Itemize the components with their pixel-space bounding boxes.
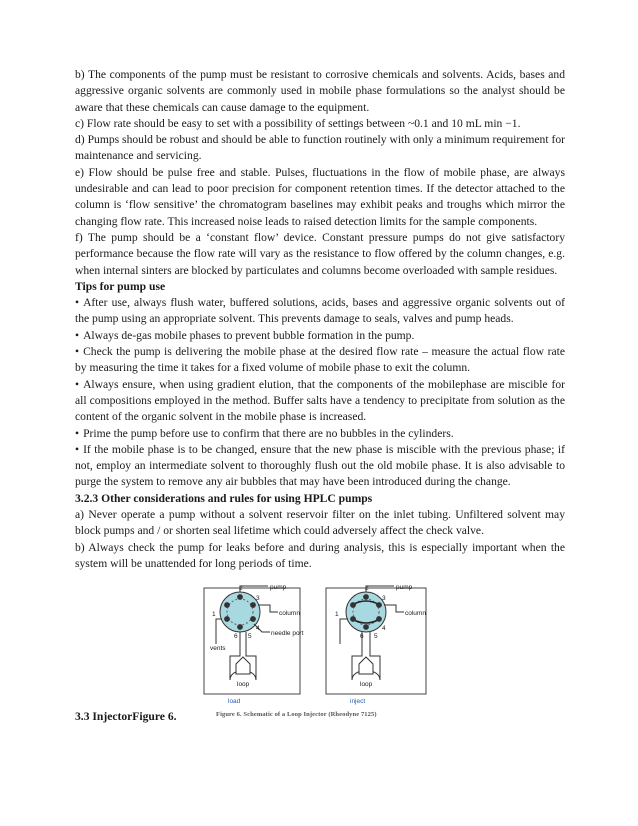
tip-item: • Check the pump is delivering the mobile phase at the desired flow rate – measure the actual flow rate by measuring the time it takes for a fixed volume of mobile phase to exit the column. [75,344,565,377]
section-item-a: a) Never operate a pump without a solvent reservoir filter on the inlet tubing. Unfiltered solvent may block pumps and / or shorten seal lifetime which could adversely affect the check valve. [75,508,565,538]
figure-caption: Figure 6. Schematic of a Loop Injector (Rheodyne 7125) [216,711,377,718]
port-label: 6 [234,633,238,640]
port-label: 3 [382,595,386,602]
tip-item: • Prime the pump before use to confirm that there are no bubbles in the cylinders. [75,426,565,442]
paragraph-c: c) Flow rate should be easy to set with a possibility of settings between ~0.1 and 10 mL min −1. [75,116,521,130]
injector-heading: 3.3 InjectorFigure 6. [75,710,177,723]
column-label: column [405,610,426,617]
port-label: 2 [365,585,369,592]
tips-heading: Tips for pump use [75,279,166,293]
paragraph-b: b) The components of the pump must be resistant to corrosive chemicals and solvents. Acids, bases and aggressive organic solvents are commonly used in mobile phase formulations so the analyst should be aware that these chemicals can cause damage to the equipment. [75,68,565,114]
tip-item: • If the mobile phase is to be changed, ensure that the new phase is miscible with the previous phase; if not, employ an intermediate solvent to thoroughly flush out the old mobile phase. It is also advisable to purge the system to remove any air bubbles that may have been introduced during the change. [75,442,565,491]
port-label: 2 [239,585,243,592]
loop-label: loop [360,681,373,688]
port-label: 3 [256,595,260,602]
port-label: 5 [374,633,378,640]
tip-item: • Always ensure, when using gradient elution, that the components of the mobilephase are miscible for all compositions employed in the method. Buffer salts have a tendency to precipitate from solution as the content of the organic solvent in the mobile phase is increased. [75,377,565,426]
section-heading: 3.2.3 Other considerations and rules for using HPLC pumps [75,491,373,505]
document-body [75,67,565,572]
port-label: 5 [248,633,252,640]
paragraph-e: e) Flow should be pulse free and stable. Pulses, fluctuations in the flow of mobile phase, are always undesirable and can lead to poor precision for component retention times. If the detector attached to the column is ‘flow sensitive’ the chromatogram baselines may exhibit peaks and troughs which mirror the changing flow rate. This increased noise leads to raised detection limits for the sample components. [75,165,565,228]
tip-item: • Always de-gas mobile phases to prevent bubble formation in the pump. [75,328,565,344]
pump-label: pump [270,584,287,591]
loop-injector-schematic [198,582,444,708]
load-label: load [228,698,241,705]
column-label: column [279,610,300,617]
port-label: 6 [360,633,364,640]
inject-panel [326,586,426,694]
loop-injector-figure [198,582,444,708]
port-label: 1 [212,611,216,618]
pump-label: pump [396,584,413,591]
paragraph-d: d) Pumps should be robust and should be able to function routinely with only a minimum requirement for maintenance and servicing. [75,133,565,163]
loop-label: loop [237,681,250,688]
port-label: 1 [335,611,339,618]
section-item-b: b) Always check the pump for leaks before and during analysis, this is especially important when the system will be unattended for long periods of time. [75,540,565,570]
port-label: 4 [256,625,260,632]
vents-label: vents [210,645,226,652]
port-label: 4 [382,625,386,632]
paragraph-f: f) The pump should be a ‘constant flow’ device. Constant pressure pumps do not give satisfactory performance because the flow rate will vary as the resistance to flow offered by the column changes, e.g. when internal sinters are blocked by particulates and columns become overloaded with sample residues. [75,230,565,277]
load-panel [204,586,300,694]
inject-label: inject [350,698,366,705]
needle-port-label: needle port [271,630,304,637]
tip-item: • After use, always flush water, buffered solutions, acids, bases and aggressive organic solvents out of the pump using an appropriate solvent. This prevents damage to seals, valves and pump heads. [75,295,565,328]
